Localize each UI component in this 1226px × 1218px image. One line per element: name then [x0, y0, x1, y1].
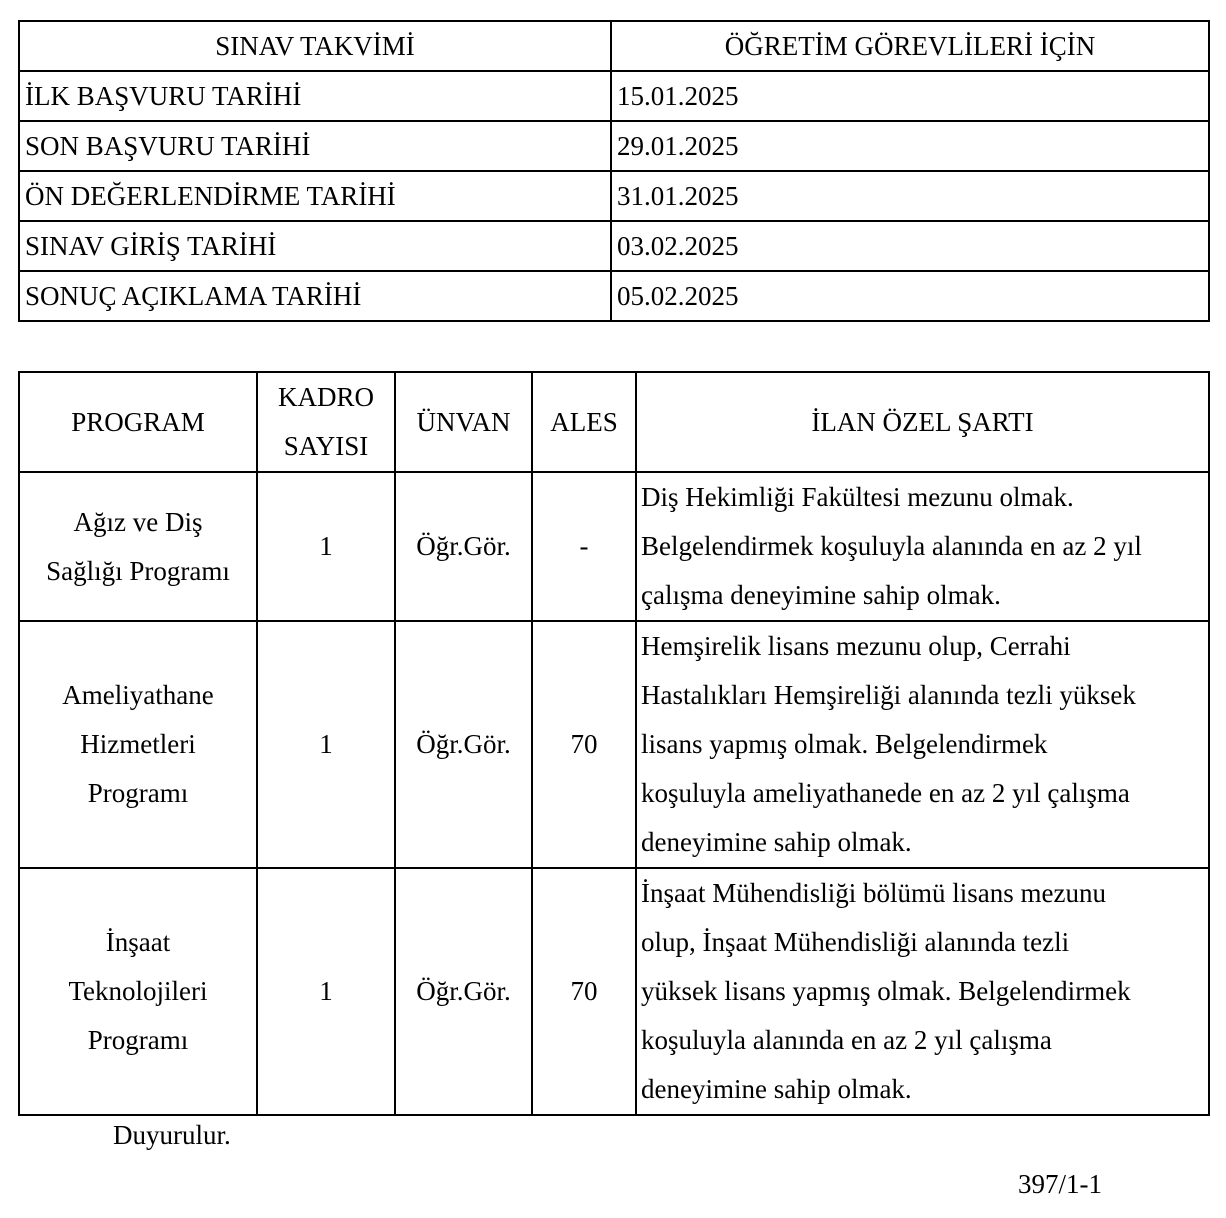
program-line: Programı [87, 778, 189, 808]
position-condition [636, 472, 1209, 621]
schedule-row-label: SONUÇ AÇIKLAMA TARİHİ [19, 271, 611, 321]
position-condition [636, 868, 1209, 1115]
position-row [19, 621, 1209, 868]
position-unvan: Öğr.Gör. [395, 472, 532, 621]
schedule-row [19, 71, 1209, 121]
schedule-header-title: SINAV TAKVİMİ [19, 21, 611, 71]
schedule-row-date: 03.02.2025 [611, 221, 1209, 271]
position-kadro: 1 [257, 472, 395, 621]
position-ales: 70 [532, 621, 636, 868]
condition-line: Hemşirelik lisans mezunu olup, Cerrahi [641, 631, 1071, 661]
position-ales: - [532, 472, 636, 621]
condition-line: koşuluyla alanında en az 2 yıl çalışma [641, 1025, 1052, 1055]
position-program [19, 868, 257, 1115]
position-unvan: Öğr.Gör. [395, 868, 532, 1115]
condition-line: Hastalıkları Hemşireliği alanında tezli yüksek [641, 680, 1136, 710]
schedule-row-date: 15.01.2025 [611, 71, 1209, 121]
position-condition [636, 621, 1209, 868]
program-line: Ameliyathane [62, 680, 214, 710]
condition-line: Diş Hekimliği Fakültesi mezunu olmak. [641, 482, 1074, 512]
schedule-row-label: SINAV GİRİŞ TARİHİ [19, 221, 611, 271]
program-line: Hizmetleri [80, 729, 196, 759]
program-line: Teknolojileri [68, 976, 208, 1006]
header-kadro-sayisi [257, 372, 395, 472]
position-kadro: 1 [257, 621, 395, 868]
condition-line: deneyimine sahip olmak. [641, 1074, 912, 1104]
position-unvan: Öğr.Gör. [395, 621, 532, 868]
position-program [19, 472, 257, 621]
program-line: Ağız ve Diş [73, 506, 203, 537]
schedule-row [19, 171, 1209, 221]
schedule-header-row [19, 21, 1209, 71]
condition-line: yüksek lisans yapmış olmak. Belgelendirmek [641, 976, 1131, 1006]
schedule-row-date: 05.02.2025 [611, 271, 1209, 321]
header-kadro-line: KADRO [277, 382, 374, 412]
schedule-row-label: SON BAŞVURU TARİHİ [19, 121, 611, 171]
header-program: PROGRAM [19, 372, 257, 472]
condition-line: lisans yapmış olmak. Belgelendirmek [641, 729, 1048, 759]
program-line: Programı [87, 1025, 189, 1055]
document-number: 397/1-1 [1018, 1169, 1102, 1199]
condition-line: koşuluyla ameliyathanede en az 2 yıl çalışma [641, 778, 1130, 808]
condition-line: Belgelendirmek koşuluyla alanında en az 2 yıl [641, 531, 1142, 561]
position-kadro: 1 [257, 868, 395, 1115]
condition-line: çalışma deneyimine sahip olmak. [641, 580, 1001, 610]
schedule-row [19, 221, 1209, 271]
header-ales: ALES [532, 372, 636, 472]
position-row [19, 472, 1209, 621]
schedule-header-audience: ÖĞRETİM GÖREVLİLERİ İÇİN [611, 21, 1209, 71]
header-ilan-ozel-sarti: İLAN ÖZEL ŞARTI [636, 372, 1209, 472]
header-unvan: ÜNVAN [395, 372, 532, 472]
exam-schedule-table [18, 20, 1210, 322]
condition-line: deneyimine sahip olmak. [641, 827, 912, 857]
announcement-text: Duyurulur. [113, 1120, 231, 1150]
position-ales: 70 [532, 868, 636, 1115]
schedule-row [19, 121, 1209, 171]
position-program [19, 621, 257, 868]
schedule-row-label: ÖN DEĞERLENDİRME TARİHİ [19, 171, 611, 221]
positions-table [18, 371, 1210, 1116]
schedule-row-date: 29.01.2025 [611, 121, 1209, 171]
schedule-row-label: İLK BAŞVURU TARİHİ [19, 71, 611, 121]
program-line: Sağlığı Programı [46, 555, 230, 586]
schedule-row [19, 271, 1209, 321]
schedule-row-date: 31.01.2025 [611, 171, 1209, 221]
position-row [19, 868, 1209, 1115]
condition-line: İnşaat Mühendisliği bölümü lisans mezunu [641, 878, 1106, 908]
program-line: İnşaat [105, 927, 171, 957]
condition-line: olup, İnşaat Mühendisliği alanında tezli [641, 927, 1070, 957]
header-kadro-line: SAYISI [283, 431, 369, 461]
positions-header-row [19, 372, 1209, 472]
